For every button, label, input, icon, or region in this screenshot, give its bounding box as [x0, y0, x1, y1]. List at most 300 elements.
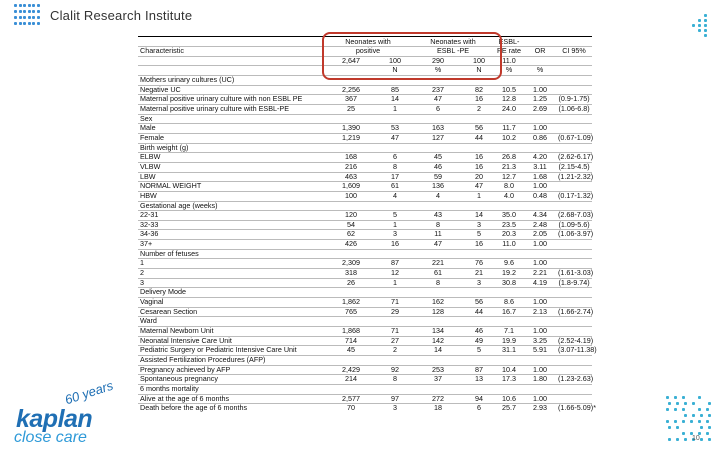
dot-icon: [682, 432, 685, 435]
cell-ci: (3.07-11.38): [558, 345, 597, 355]
results-table: [138, 36, 597, 413]
row-label: Maternal positive urinary culture with non ESBL PE: [138, 95, 324, 105]
cell-n-positive: 62: [324, 230, 378, 240]
header-cell: ESBL -PE: [412, 47, 494, 57]
cell-ci: (1.09-5.6): [556, 220, 592, 230]
cell-n-positive: 714: [324, 336, 378, 346]
cell-pct-esbl: 56: [464, 124, 494, 134]
dot-icon: [692, 24, 695, 27]
cell-esbl-rate: 10.5: [494, 85, 524, 95]
cell-pct-esbl: 2: [464, 104, 494, 114]
row-label: ELBW: [138, 153, 324, 163]
cell-n-esbl: 37: [412, 375, 464, 385]
dot-icon: [708, 438, 711, 441]
cell-or: 0.86: [524, 133, 556, 143]
dot-icon: [704, 14, 707, 17]
cell-esbl-rate: 8.0: [494, 182, 524, 192]
cell-pct-positive: 71: [378, 327, 412, 337]
dot-icon: [668, 426, 671, 429]
header-cell: [556, 66, 592, 76]
cell-pct-positive: 5: [378, 211, 412, 221]
dot-icon: [698, 396, 701, 399]
cell-n-esbl: 43: [412, 211, 464, 221]
cell-n-esbl: 8: [412, 278, 464, 288]
section-row: [138, 201, 592, 211]
cell-ci: (1.8-9.74): [556, 278, 592, 288]
page-number: 10: [692, 435, 700, 442]
cell-pct-esbl: 46: [464, 327, 494, 337]
cell-esbl-rate: 16.7: [494, 307, 524, 317]
table-row: [138, 162, 592, 172]
cell-pct-esbl: 49: [464, 336, 494, 346]
dot-icon: [708, 426, 711, 429]
header-cell: [524, 37, 556, 47]
cell-or: 2.13: [524, 307, 556, 317]
cell-or: 3.25: [524, 336, 556, 346]
cell-or: 1.00: [524, 327, 556, 337]
institute-name: Clalit Research Institute: [50, 7, 193, 23]
cell-or: 1.00: [524, 182, 556, 192]
cell-n-positive: 1,862: [324, 298, 378, 308]
cell-esbl-rate: 25.7: [494, 404, 524, 413]
row-label: Neonatal Intensive Care Unit: [138, 336, 324, 346]
cell-pct-positive: 29: [378, 307, 412, 317]
cell-pct-esbl: 14: [464, 211, 494, 221]
cell-n-positive: 25: [324, 104, 378, 114]
table-row: [138, 269, 592, 279]
header-cell: N: [378, 66, 412, 76]
dot-icon: [698, 420, 701, 423]
header-cell: %: [524, 66, 556, 76]
cell-n-esbl: 272: [412, 394, 464, 404]
table-row: [138, 298, 592, 308]
table-row: [138, 124, 592, 134]
cell-ci: (2.68-7.03): [558, 210, 594, 220]
brand-name: kaplan: [16, 405, 93, 433]
cell-pct-positive: 8: [378, 162, 412, 172]
section-row: [138, 356, 592, 366]
cell-ci: (0.9-1.75): [556, 95, 592, 105]
dot-icon: [704, 19, 707, 22]
cell-n-esbl: 162: [412, 298, 464, 308]
row-label: 37+: [138, 240, 324, 250]
cell-n-positive: 216: [324, 162, 378, 172]
section-label: Delivery Mode: [138, 288, 592, 298]
cell-pct-positive: 6: [378, 153, 412, 163]
cell-ci: [556, 124, 592, 134]
cell-n-esbl: 4: [412, 191, 464, 201]
table-row: [138, 404, 592, 413]
dot-icon: [708, 402, 711, 405]
cell-n-positive: 214: [324, 375, 378, 385]
row-label: Maternal Newborn Unit: [138, 327, 324, 337]
cell-pct-esbl: 87: [464, 365, 494, 375]
cell-n-esbl: 253: [412, 365, 464, 375]
cell-n-esbl: 8: [412, 220, 464, 230]
cell-n-positive: 2,256: [324, 85, 378, 95]
table-row: [138, 133, 592, 143]
highlight-box: [322, 32, 502, 80]
cell-n-esbl: 136: [412, 182, 464, 192]
cell-esbl-rate: 11.7: [494, 124, 524, 134]
cell-n-positive: 1,390: [324, 124, 378, 134]
cell-esbl-rate: 31.1: [494, 346, 524, 356]
table-row: [138, 172, 592, 182]
cell-pct-esbl: 20: [464, 172, 494, 182]
cell-pct-positive: 8: [378, 375, 412, 385]
header-cell: 100: [378, 56, 412, 66]
cell-or: 3.11: [524, 162, 556, 172]
row-label: HBW: [138, 191, 324, 201]
cell-pct-esbl: 6: [464, 404, 494, 413]
cell-n-esbl: 18: [412, 404, 464, 413]
dot-icon: [700, 438, 703, 441]
cell-n-esbl: 128: [412, 307, 464, 317]
cell-ci: (1.06-3.97): [558, 229, 594, 239]
dot-icon: [674, 420, 677, 423]
cell-n-positive: 26: [324, 278, 378, 288]
dot-icon: [682, 408, 685, 411]
dot-icon: [704, 24, 707, 27]
dot-icon: [666, 396, 669, 399]
header-cell: [138, 56, 324, 66]
cell-or: 1.00: [524, 365, 556, 375]
row-label: 3: [138, 278, 324, 288]
cell-pct-positive: 92: [378, 365, 412, 375]
row-label: Vaginal: [138, 298, 324, 308]
row-label: Alive at the age of 6 months: [138, 394, 324, 404]
cell-n-esbl: 61: [412, 269, 464, 279]
cell-pct-positive: 14: [378, 95, 412, 105]
cell-ci: (2.15-4.5): [556, 162, 592, 172]
row-label: 2: [138, 269, 324, 279]
cell-n-esbl: 14: [412, 346, 464, 356]
dot-icon: [700, 414, 703, 417]
row-label: 34-36: [138, 230, 324, 240]
header-cell: 100: [464, 56, 494, 66]
cell-pct-esbl: 76: [464, 259, 494, 269]
cell-or: 1.00: [524, 394, 556, 404]
header-cell: CI 95%: [556, 47, 592, 57]
row-label: Negative UC: [138, 85, 324, 95]
cell-or: 5.91: [524, 346, 556, 356]
cell-ci: (2.52-4.19): [558, 335, 594, 345]
cell-esbl-rate: 20.3: [494, 230, 524, 240]
cell-esbl-rate: 24.0: [494, 104, 524, 114]
cell-n-esbl: 221: [412, 259, 464, 269]
dot-icon: [706, 408, 709, 411]
header-cell: positive: [324, 47, 412, 57]
cell-pct-positive: 61: [378, 182, 412, 192]
cell-or: 0.48: [524, 191, 556, 201]
cell-pct-positive: 87: [378, 259, 412, 269]
row-label: Male: [138, 124, 324, 134]
cell-or: 1.00: [524, 259, 556, 269]
dot-icon: [682, 420, 685, 423]
cell-n-positive: 54: [324, 220, 378, 230]
cell-pct-positive: 27: [378, 336, 412, 346]
cell-pct-esbl: 1: [464, 191, 494, 201]
section-label: 6 months mortality: [138, 384, 592, 394]
cell-or: 4.20: [524, 153, 556, 163]
cell-pct-positive: 85: [378, 85, 412, 95]
cell-ci: (1.23-2.63): [558, 374, 594, 384]
header-cell: OR: [524, 47, 556, 57]
cell-esbl-rate: 9.6: [494, 259, 524, 269]
header-cell: [556, 56, 592, 66]
cell-or: 2.48: [524, 220, 556, 230]
table-row: [138, 327, 592, 337]
header-cell: Neonates with: [324, 37, 412, 47]
cell-ci: (1.06-6.8): [556, 104, 592, 114]
header-cell: %: [494, 66, 524, 76]
dot-icon: [666, 420, 669, 423]
cell-pct-positive: 47: [378, 133, 412, 143]
dot-icon: [704, 34, 707, 37]
section-label: Birth weight (g): [138, 143, 592, 153]
dot-icon: [684, 414, 687, 417]
cell-pct-positive: 1: [378, 220, 412, 230]
row-label: NORMAL WEIGHT: [138, 182, 324, 192]
cell-or: 1.00: [524, 240, 556, 250]
cell-esbl-rate: 10.6: [494, 394, 524, 404]
kaplan-logo: [12, 377, 142, 446]
cell-n-positive: 426: [324, 240, 378, 250]
logo-dots-icon: [14, 4, 44, 26]
cell-ci: [556, 182, 592, 192]
dot-icon: [676, 402, 679, 405]
dot-icon: [706, 420, 709, 423]
cell-esbl-rate: 11.0: [494, 240, 524, 250]
cell-or: 1.00: [524, 298, 556, 308]
dot-icon: [698, 24, 701, 27]
dot-icon: [668, 438, 671, 441]
header-cell: 290: [412, 56, 464, 66]
cell-n-positive: 2,577: [324, 394, 378, 404]
dot-icon: [698, 29, 701, 32]
dot-icon: [684, 438, 687, 441]
section-label: Sex: [138, 114, 592, 124]
cell-pct-esbl: 47: [464, 182, 494, 192]
header-cell: 11.0: [494, 56, 524, 66]
cell-pct-esbl: 13: [464, 375, 494, 385]
cell-pct-esbl: 94: [464, 394, 494, 404]
row-label: LBW: [138, 172, 324, 182]
cell-esbl-rate: 19.2: [494, 269, 524, 279]
header-cell: [556, 37, 592, 47]
row-label: Maternal positive urinary culture with ESBL-PE: [138, 104, 324, 114]
cell-n-positive: 1,868: [324, 327, 378, 337]
dot-icon: [676, 438, 679, 441]
dot-icon: [692, 414, 695, 417]
table-row: [138, 220, 592, 230]
cell-pct-positive: 12: [378, 269, 412, 279]
cell-or: 1.68: [524, 172, 556, 182]
row-label: 32-33: [138, 220, 324, 230]
cell-pct-positive: 53: [378, 124, 412, 134]
cell-esbl-rate: 30.8: [494, 278, 524, 288]
cell-pct-esbl: 16: [464, 240, 494, 250]
cell-n-esbl: 163: [412, 124, 464, 134]
cell-n-esbl: 47: [412, 240, 464, 250]
cell-esbl-rate: 12.8: [494, 95, 524, 105]
cell-n-esbl: 134: [412, 327, 464, 337]
table-row: [138, 153, 592, 163]
cell-or: 2.05: [524, 230, 556, 240]
cell-n-positive: 1,609: [324, 182, 378, 192]
years-badge: 60 years: [62, 377, 115, 408]
section-label: Ward: [138, 317, 592, 327]
row-label: Pediatric Surgery or Pediatric Intensive Care Unit: [138, 346, 324, 356]
cell-pct-positive: 2: [378, 346, 412, 356]
cell-n-positive: 100: [324, 191, 378, 201]
cell-n-esbl: 45: [412, 153, 464, 163]
cell-pct-esbl: 3: [464, 220, 494, 230]
cell-pct-positive: 3: [378, 404, 412, 413]
cell-n-positive: 1,219: [324, 133, 378, 143]
cell-n-esbl: 127: [412, 133, 464, 143]
dot-icon: [704, 29, 707, 32]
cell-n-esbl: 237: [412, 85, 464, 95]
cell-or: 1.80: [524, 375, 556, 385]
header-cell: PE rate: [494, 47, 524, 57]
cell-n-positive: 463: [324, 172, 378, 182]
cell-ci: [556, 327, 592, 337]
cell-or: 4.19: [524, 278, 556, 288]
header-cell: %: [412, 66, 464, 76]
cell-esbl-rate: 17.3: [494, 375, 524, 385]
cell-n-positive: 45: [324, 346, 378, 356]
cell-esbl-rate: 26.8: [494, 153, 524, 163]
cell-pct-esbl: 3: [464, 278, 494, 288]
table-row: [138, 191, 592, 201]
dot-icon: [668, 402, 671, 405]
section-label: Gestational age (weeks): [138, 201, 592, 211]
table-row: [138, 230, 592, 240]
cell-esbl-rate: 12.7: [494, 172, 524, 182]
dot-icon: [676, 426, 679, 429]
cell-pct-positive: 1: [378, 278, 412, 288]
cell-pct-esbl: 21: [464, 269, 494, 279]
dot-icon: [690, 420, 693, 423]
cell-pct-esbl: 16: [464, 162, 494, 172]
cell-pct-positive: 17: [378, 172, 412, 182]
section-row: [138, 288, 592, 298]
row-label: 1: [138, 259, 324, 269]
section-row: [138, 143, 592, 153]
cell-esbl-rate: 4.0: [494, 191, 524, 201]
cell-n-positive: 367: [324, 95, 378, 105]
cell-or: 2.69: [524, 104, 556, 114]
cell-pct-esbl: 16: [464, 95, 494, 105]
cell-pct-positive: 16: [378, 240, 412, 250]
row-label: Female: [138, 133, 324, 143]
dot-icon: [698, 408, 701, 411]
dot-icon: [674, 396, 677, 399]
dot-icon: [666, 408, 669, 411]
brand-tagline: close care: [14, 429, 87, 446]
cell-or: 4.34: [524, 211, 556, 221]
cell-ci: (0.67-1.09): [558, 132, 594, 142]
table-row: [138, 259, 592, 269]
cell-n-positive: 2,429: [324, 365, 378, 375]
dot-icon: [706, 432, 709, 435]
cell-ci: (2.62-6.17): [558, 152, 594, 162]
cell-esbl-rate: 10.2: [494, 133, 524, 143]
row-label: Cesarean Section: [138, 307, 324, 317]
institute-logo: [14, 4, 192, 26]
section-label: Assisted Fertilization Procedures (AFP): [138, 356, 592, 366]
table-row: [138, 240, 592, 250]
cell-pct-esbl: 5: [464, 346, 494, 356]
cell-pct-esbl: 44: [464, 133, 494, 143]
cell-n-esbl: 47: [412, 95, 464, 105]
table-row: [138, 375, 592, 385]
cell-pct-positive: 3: [378, 230, 412, 240]
cell-ci: [556, 240, 592, 250]
row-label: VLBW: [138, 162, 324, 172]
dot-icon: [698, 19, 701, 22]
header-cell: 2,647: [324, 56, 378, 66]
table-row: [138, 307, 592, 317]
table-row: [138, 104, 592, 114]
cell-pct-positive: 4: [378, 191, 412, 201]
cell-n-positive: 2,309: [324, 259, 378, 269]
cell-n-esbl: 142: [412, 336, 464, 346]
cell-esbl-rate: 23.5: [494, 220, 524, 230]
cell-n-positive: 318: [324, 269, 378, 279]
results-table-container: [138, 36, 597, 448]
table-row: [138, 278, 592, 288]
cell-pct-positive: 1: [378, 104, 412, 114]
section-label: Number of fetuses: [138, 249, 592, 259]
header-cell: ESBL-: [494, 37, 524, 47]
cell-n-positive: 168: [324, 153, 378, 163]
cell-esbl-rate: 19.9: [494, 336, 524, 346]
dot-icon: [708, 414, 711, 417]
header-cell: Characteristic: [138, 47, 324, 57]
dot-icon: [684, 402, 687, 405]
cell-esbl-rate: 35.0: [494, 211, 524, 221]
cell-n-esbl: 59: [412, 172, 464, 182]
cell-or: 2.93: [524, 404, 556, 413]
cell-n-positive: 70: [324, 404, 378, 413]
cell-ci: [556, 298, 592, 308]
section-row: [138, 384, 592, 394]
cell-pct-positive: 71: [378, 298, 412, 308]
section-row: [138, 114, 592, 124]
cell-esbl-rate: 10.4: [494, 365, 524, 375]
cell-n-esbl: 11: [412, 230, 464, 240]
cell-ci: (0.17-1.32): [558, 190, 594, 200]
cell-n-esbl: 46: [412, 162, 464, 172]
cell-n-positive: 765: [324, 307, 378, 317]
cell-n-positive: 120: [324, 211, 378, 221]
dot-icon: [692, 402, 695, 405]
cell-ci: (1.61-3.03): [558, 268, 594, 278]
cell-pct-esbl: 44: [464, 307, 494, 317]
cell-esbl-rate: 21.3: [494, 162, 524, 172]
header-cell: N: [464, 66, 494, 76]
cell-ci: (1.66-2.74): [558, 306, 594, 316]
cell-esbl-rate: 8.6: [494, 298, 524, 308]
row-label: Spontaneous pregnancy: [138, 375, 324, 385]
cell-ci: (1.66-5.09)*: [558, 403, 596, 413]
dot-icon: [700, 426, 703, 429]
dot-icon: [674, 408, 677, 411]
cell-esbl-rate: 7.1: [494, 327, 524, 337]
table-row: [138, 95, 592, 105]
